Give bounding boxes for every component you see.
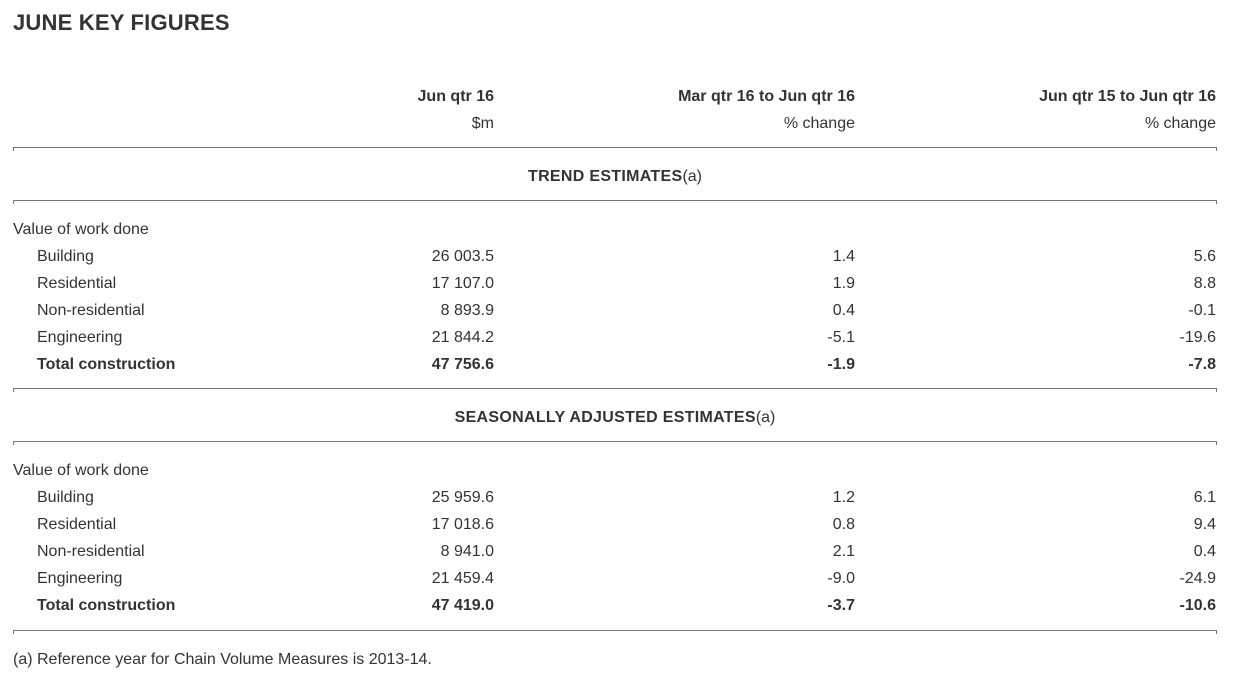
column-header-1: Jun qtr 16 bbox=[417, 88, 494, 105]
row-label: Engineering bbox=[37, 570, 123, 587]
column-header-2: Mar qtr 16 to Jun qtr 16 bbox=[678, 88, 855, 105]
cell-value: -24.9 bbox=[1179, 570, 1216, 587]
group-label-seasonally-adjusted: Value of work done bbox=[13, 462, 149, 479]
cell-value: 47 419.0 bbox=[431, 597, 494, 614]
section-end-divider-trend bbox=[13, 388, 1217, 389]
column-unit-3: % change bbox=[1144, 115, 1216, 132]
cell-value: 1.9 bbox=[832, 275, 855, 292]
row-label: Building bbox=[37, 489, 94, 506]
cell-value: 0.4 bbox=[1193, 543, 1216, 560]
cell-value: 0.4 bbox=[832, 302, 855, 319]
column-header-3: Jun qtr 15 to Jun qtr 16 bbox=[1039, 88, 1216, 105]
row-label: Building bbox=[37, 248, 94, 265]
row-label: Total construction bbox=[37, 356, 176, 373]
row-label: Non-residential bbox=[37, 302, 145, 319]
cell-value: 47 756.6 bbox=[431, 356, 494, 373]
cell-value: 21 844.2 bbox=[431, 329, 494, 346]
row-label: Residential bbox=[37, 275, 117, 292]
section-title-seasonally-adjusted-note: (a) bbox=[755, 409, 776, 426]
cell-value: 17 018.6 bbox=[431, 516, 494, 533]
section-title-seasonally-adjusted-text: SEASONALLY ADJUSTED ESTIMATES bbox=[454, 409, 756, 426]
cell-value: 8 893.9 bbox=[440, 302, 494, 319]
row-label: Non-residential bbox=[37, 543, 145, 560]
cell-value: 5.6 bbox=[1193, 248, 1216, 265]
cell-value: 17 107.0 bbox=[431, 275, 494, 292]
cell-value: -7.8 bbox=[1188, 356, 1216, 373]
cell-value: 6.1 bbox=[1193, 489, 1216, 506]
cell-value: -10.6 bbox=[1179, 597, 1216, 614]
header-divider bbox=[13, 147, 1217, 148]
cell-value: 9.4 bbox=[1193, 516, 1216, 533]
cell-value: -9.0 bbox=[827, 570, 855, 587]
cell-value: 25 959.6 bbox=[431, 489, 494, 506]
cell-value: 0.8 bbox=[832, 516, 855, 533]
cell-value: -3.7 bbox=[827, 597, 855, 614]
column-unit-2: % change bbox=[783, 115, 855, 132]
cell-value: 1.2 bbox=[832, 489, 855, 506]
group-label-trend: Value of work done bbox=[13, 221, 149, 238]
cell-value: -0.1 bbox=[1188, 302, 1216, 319]
cell-value: 8.8 bbox=[1193, 275, 1216, 292]
cell-value: -5.1 bbox=[827, 329, 855, 346]
section-divider-trend bbox=[13, 200, 1217, 201]
footnote: (a) Reference year for Chain Volume Measures is 2013-14. bbox=[13, 651, 432, 668]
section-divider-seasonally-adjusted bbox=[13, 441, 1217, 442]
section-title-seasonally-adjusted bbox=[13, 408, 1217, 428]
page-title: JUNE KEY FIGURES bbox=[13, 10, 230, 35]
section-title-trend-text: TREND ESTIMATES bbox=[528, 168, 683, 185]
cell-value: -19.6 bbox=[1179, 329, 1216, 346]
row-label: Engineering bbox=[37, 329, 123, 346]
cell-value: 1.4 bbox=[832, 248, 855, 265]
cell-value: 26 003.5 bbox=[431, 248, 494, 265]
row-label: Total construction bbox=[37, 597, 176, 614]
section-title-trend bbox=[13, 167, 1217, 187]
cell-value: 8 941.0 bbox=[440, 543, 494, 560]
section-title-trend-note: (a) bbox=[682, 168, 702, 185]
column-unit-1: $m bbox=[471, 115, 494, 132]
cell-value: -1.9 bbox=[827, 356, 855, 373]
cell-value: 2.1 bbox=[832, 543, 855, 560]
cell-value: 21 459.4 bbox=[431, 570, 494, 587]
row-label: Residential bbox=[37, 516, 117, 533]
table-bottom-divider bbox=[13, 630, 1217, 631]
